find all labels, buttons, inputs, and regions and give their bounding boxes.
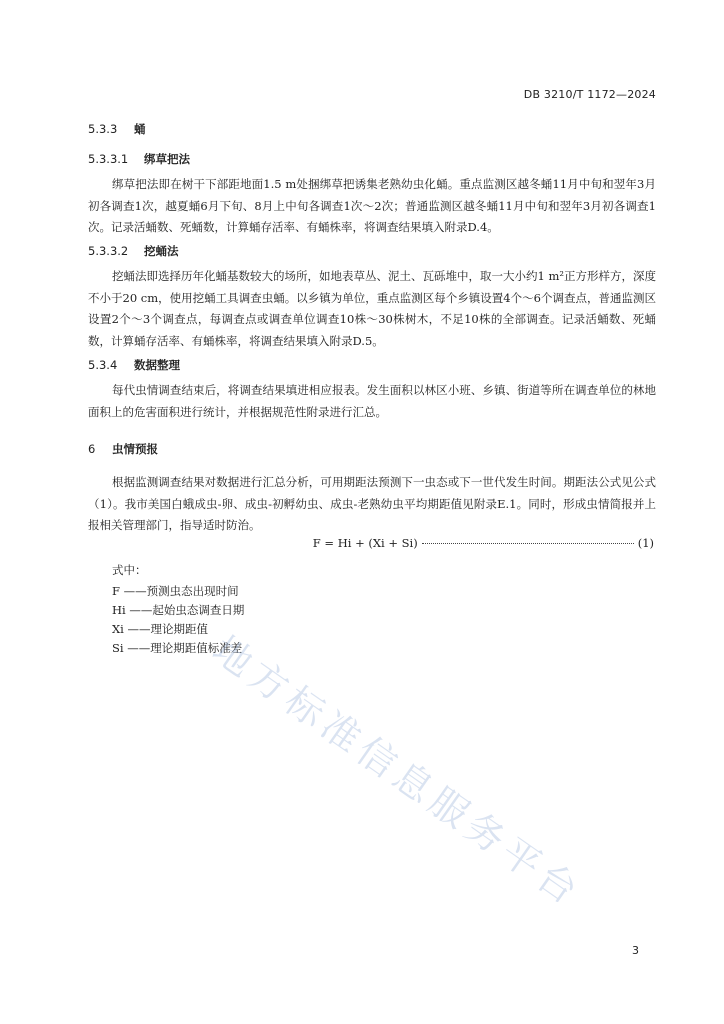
heading-number: 5.3.4 bbox=[88, 358, 118, 372]
heading-title: 蛹 bbox=[134, 122, 146, 136]
paragraph-5-3-3-2: 挖蛹法即选择历年化蛹基数较大的场所，如地表草丛、泥土、瓦砾堆中，取一大小约1 m²正方形样方，深度不小于20 cm，使用挖蛹工具调查虫蛹。以乡镇为单位，重点监测区每个乡镇设置4个～6个调查点，普通监测区设置2个～3个调查点，每调查点或调查单位调查10株～30株树木，不足10株的全部调查。记录活蛹数、死蛹数，计算蛹存活率、有蛹株率，将调查结果填入附录D.5。 bbox=[88, 269, 656, 348]
page-number: 3 bbox=[632, 944, 639, 957]
heading-5-3-3-1 bbox=[88, 151, 190, 167]
where-item: Hi ——起始虫态调查日期 bbox=[112, 603, 245, 617]
heading-title: 数据整理 bbox=[134, 358, 180, 372]
heading-title: 虫情预报 bbox=[112, 442, 158, 456]
paragraph-5-3-4: 每代虫情调查结束后，将调查结果填进相应报表。发生面积以林区小班、乡镇、街道等所在调查单位的林地面积上的危害面积进行统计，并根据规范性附录进行汇总。 bbox=[88, 383, 656, 419]
where-item: Xi ——理论期距值 bbox=[112, 622, 209, 636]
heading-title: 绑草把法 bbox=[144, 152, 190, 166]
heading-number: 5.3.3 bbox=[88, 122, 118, 136]
heading-number: 5.3.3.1 bbox=[88, 152, 129, 166]
heading-number: 6 bbox=[88, 442, 96, 456]
heading-5-3-4 bbox=[88, 357, 180, 373]
where-item: Si ——理论期距值标准差 bbox=[112, 641, 243, 655]
paragraph-6: 根据监测调查结果对数据进行汇总分析，可用期距法预测下一虫态或下一世代发生时间。期距法公式见公式（1）。我市美国白蛾成虫-卵、成虫-初孵幼虫、成虫-老熟幼虫平均期距值见附录E.1。同时，形成虫情简报并上报相关管理部门，指导适时防治。 bbox=[88, 475, 656, 532]
where-label: 式中： bbox=[112, 563, 147, 577]
where-item: F ——预测虫态出现时间 bbox=[112, 584, 239, 598]
watermark: 地方标准信息服务平台 bbox=[204, 627, 591, 916]
heading-number: 5.3.3.2 bbox=[88, 244, 129, 258]
formula-1 bbox=[313, 536, 654, 550]
heading-5-3-3 bbox=[88, 121, 146, 137]
formula-number: (1) bbox=[637, 536, 654, 550]
paragraph-5-3-3-1: 绑草把法即在树干下部距地面1.5 m处捆绑草把诱集老熟幼虫化蛹。重点监测区越冬蛹11月中旬和翌年3月初各调查1次，越夏蛹6月下旬、8月上中旬各调查1次～2次；普通监测区越冬蛹11月中旬和翌年3月初各调查1次。记录活蛹数、死蛹数，计算蛹存活率、有蛹株率，将调查结果填入附录D.4。 bbox=[88, 177, 656, 234]
formula-expression: F = Hi + (Xi + Si) bbox=[312, 536, 418, 550]
formula-leader-dots bbox=[422, 537, 634, 544]
heading-title: 挖蛹法 bbox=[144, 244, 179, 258]
heading-5-3-3-2 bbox=[88, 243, 179, 259]
document-code: DB 3210/T 1172—2024 bbox=[523, 88, 656, 101]
heading-6 bbox=[88, 441, 158, 457]
